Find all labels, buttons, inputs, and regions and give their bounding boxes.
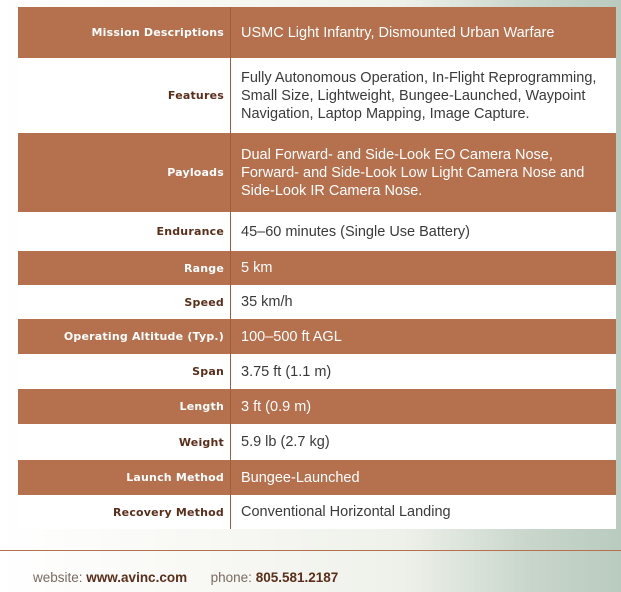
spec-row-mission — [18, 7, 616, 58]
spec-label: Weight — [178, 435, 224, 449]
website-link[interactable]: www.avinc.com — [86, 570, 188, 585]
spec-value: Bungee-Launched — [231, 460, 617, 495]
spec-value: 3.75 ft (1.1 m) — [231, 354, 617, 389]
spec-row-speed — [18, 285, 616, 319]
spec-value: USMC Light Infantry, Dismounted Urban Warfare — [231, 7, 617, 58]
spec-row-recovery — [18, 495, 616, 529]
spec-value: 100–500 ft AGL — [231, 319, 617, 354]
spec-label: Range — [183, 261, 224, 275]
footer — [33, 570, 338, 585]
spec-value: Fully Autonomous Operation, In-Flight Reprogramming, Small Size, Lightweight, Bungee-Launched, Waypoint Navigation, Laptop Mapping, Image Capture. — [231, 58, 617, 133]
spec-row-weight — [18, 424, 616, 460]
spec-table — [18, 7, 616, 529]
spec-row-features — [18, 58, 616, 133]
spec-label: Mission Descriptions — [91, 26, 224, 39]
spec-row-launch — [18, 460, 616, 495]
spec-value: Conventional Horizontal Landing — [231, 495, 617, 529]
spec-label: Endurance — [156, 225, 224, 238]
spec-label: Recovery Method — [113, 505, 224, 519]
spec-value: 45–60 minutes (Single Use Battery) — [231, 212, 617, 251]
phone-number: 805.581.2187 — [255, 570, 339, 585]
spec-row-payloads — [18, 133, 616, 212]
spec-label: Length — [179, 400, 224, 413]
spec-value: 3 ft (0.9 m) — [231, 389, 617, 424]
spec-label: Launch Method — [126, 471, 224, 484]
spec-label: Speed — [184, 295, 224, 309]
spec-row-endurance — [18, 212, 616, 251]
spec-value: Dual Forward- and Side-Look EO Camera Nose, Forward- and Side-Look Low Light Camera Nose and Side-Look IR Camera Nose. — [231, 133, 617, 212]
spec-row-length — [18, 389, 616, 424]
spec-row-range — [18, 251, 616, 285]
footer-divider — [0, 550, 621, 551]
spec-value: 5.9 lb (2.7 kg) — [231, 424, 617, 460]
spec-label: Operating Altitude (Typ.) — [63, 330, 224, 343]
spec-label: Features — [167, 89, 224, 102]
spec-row-altitude — [18, 319, 616, 354]
spec-label: Payloads — [167, 166, 224, 179]
spec-value: 35 km/h — [231, 285, 617, 319]
spec-row-span — [18, 354, 616, 389]
phone-label: phone: — [210, 570, 252, 585]
website-label: website: — [33, 570, 83, 585]
spec-value: 5 km — [231, 251, 617, 285]
spec-label: Span — [192, 365, 224, 378]
